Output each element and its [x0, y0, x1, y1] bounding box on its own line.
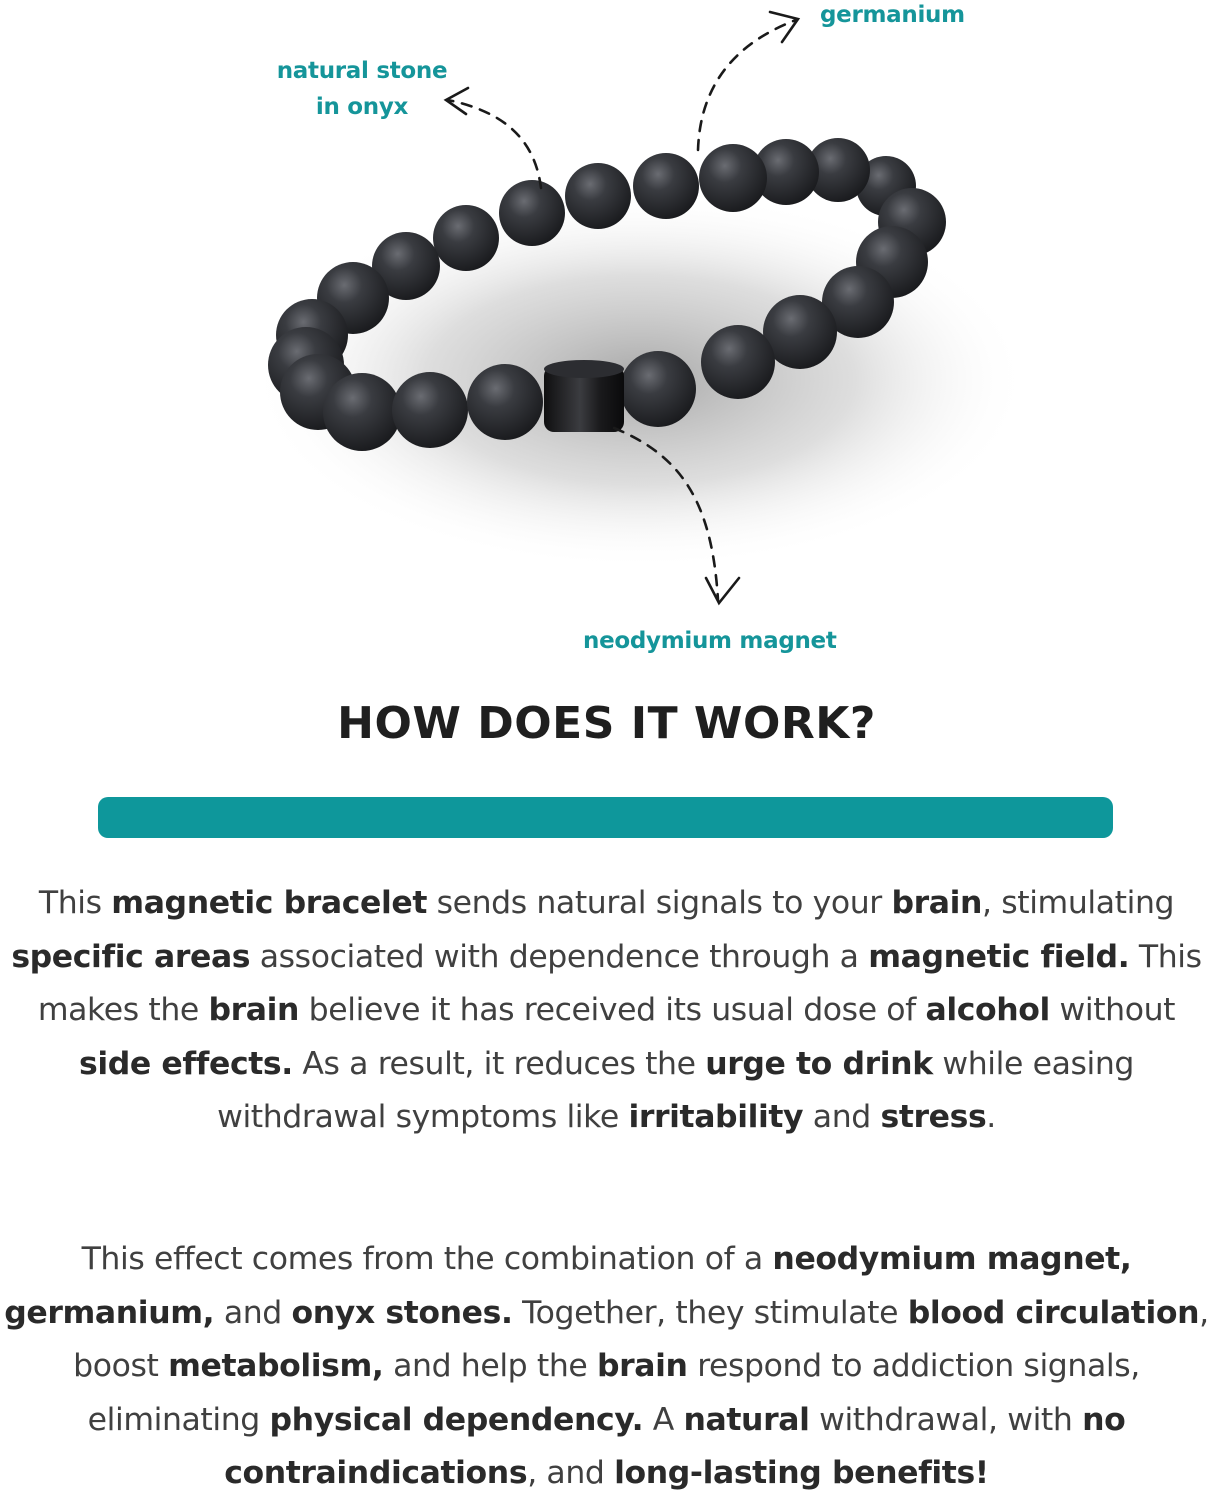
callout-natural-stone — [272, 53, 452, 125]
product-illustration — [0, 0, 1213, 670]
body-text: believe it has received its usual dose of — [299, 992, 926, 1028]
body-text: This effect comes from the combination of a — [81, 1241, 773, 1277]
body-text: A — [643, 1401, 684, 1438]
emphasis-text: germanium, — [4, 1294, 215, 1331]
body-text: and help the — [383, 1348, 598, 1384]
emphasis-text: brain — [597, 1348, 688, 1384]
body-text: while easing withdrawal symptoms like — [217, 1045, 1134, 1135]
emphasis-text: natural — [683, 1401, 810, 1438]
bead — [467, 364, 543, 440]
bead — [701, 325, 775, 399]
body-text: and — [214, 1294, 292, 1331]
bead — [620, 351, 696, 427]
body-text: and — [803, 1099, 881, 1135]
body-text: , and — [527, 1455, 615, 1491]
emphasis-text: metabolism, — [168, 1348, 384, 1384]
body-text: As a result, it reduces the — [292, 1045, 706, 1082]
emphasis-text: magnetic field. — [868, 938, 1130, 975]
neodymium-magnet — [544, 360, 624, 432]
callout-natural-stone-line1: natural stone — [276, 58, 448, 84]
emphasis-text: irritability — [628, 1099, 804, 1135]
bead — [699, 144, 767, 212]
emphasis-text: neodymium magnet, — [772, 1241, 1132, 1277]
germanium-arrow-icon — [698, 12, 798, 150]
bracelet-image — [0, 0, 1213, 670]
bead — [323, 373, 401, 451]
callout-natural-stone-line2: in onyx — [315, 94, 409, 120]
body-text: sends natural signals to your — [426, 885, 892, 921]
bead — [392, 372, 468, 448]
body-text: This — [38, 885, 112, 921]
body-text: withdrawal, with — [809, 1401, 1083, 1438]
emphasis-text: specific areas — [11, 938, 251, 975]
emphasis-text: physical dependency. — [269, 1401, 644, 1438]
emphasis-text: no contraindications — [224, 1401, 1126, 1491]
emphasis-text: alcohol — [925, 992, 1050, 1028]
emphasis-text: brain — [891, 885, 983, 921]
callout-germanium: germanium — [820, 2, 965, 28]
body-text: without — [1049, 992, 1176, 1028]
bead — [433, 205, 499, 271]
emphasis-text: urge to drink — [705, 1045, 933, 1082]
body-text: associated with dependence through a — [250, 938, 869, 975]
accent-divider-bar — [98, 797, 1113, 838]
description-paragraph-2 — [0, 1233, 1213, 1501]
body-text: , stimulating — [982, 885, 1175, 921]
emphasis-text: stress — [880, 1099, 987, 1135]
emphasis-text: blood circulation — [907, 1294, 1200, 1331]
body-text: This makes the — [37, 938, 1202, 1028]
emphasis-text: onyx stones. — [291, 1294, 513, 1331]
bead — [565, 163, 631, 229]
emphasis-text: magnetic bracelet — [111, 885, 427, 921]
bead — [633, 153, 699, 219]
stone-arrow-icon — [446, 88, 541, 188]
emphasis-text: long-lasting benefits! — [614, 1455, 989, 1491]
description-paragraph-1 — [0, 877, 1213, 1145]
section-heading: HOW DOES IT WORK? — [337, 698, 876, 749]
body-text: Together, they stimulate — [512, 1294, 908, 1331]
bead — [499, 180, 565, 246]
callout-neodymium-magnet: neodymium magnet — [583, 628, 837, 654]
emphasis-text: brain — [208, 992, 300, 1028]
body-text: . — [986, 1099, 996, 1135]
body-text: , boost — [73, 1294, 1209, 1384]
emphasis-text: side effects. — [78, 1045, 293, 1082]
body-text: respond to addiction signals, eliminating — [87, 1348, 1140, 1438]
